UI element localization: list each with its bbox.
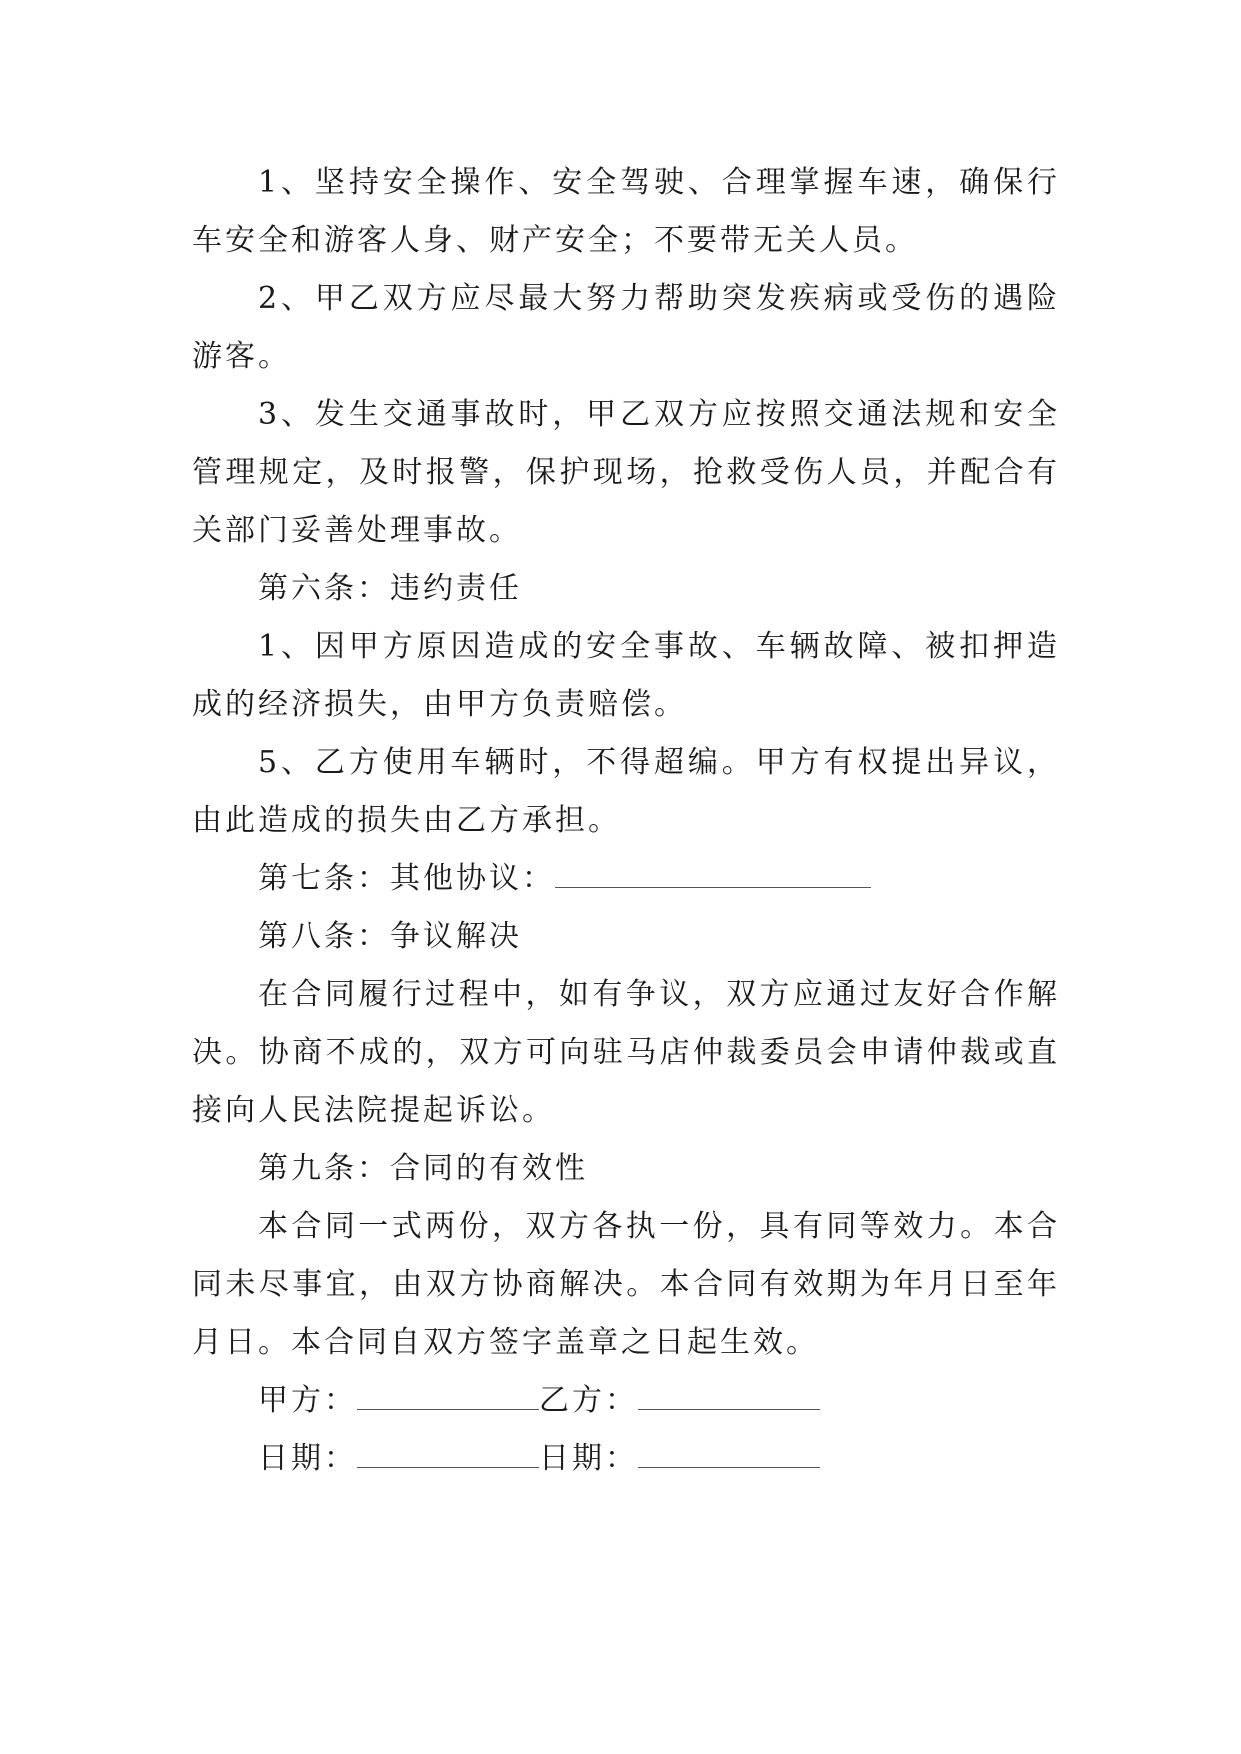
signature-row-parties bbox=[192, 1372, 1060, 1430]
party-a-label: 甲方： bbox=[258, 1383, 357, 1418]
date-a-blank[interactable] bbox=[357, 1445, 539, 1468]
article-8-heading: 第八条：争议解决 bbox=[258, 919, 522, 954]
party-a-signature-blank[interactable] bbox=[357, 1387, 539, 1410]
article-9-heading: 第九条：合同的有效性 bbox=[258, 1151, 588, 1186]
clause-item-3: 3、发生交通事故时，甲乙双方应按照交通法规和安全管理规定，及时报警，保护现场，抢救受伤人员，并配合有关部门妥善处理事故。 bbox=[192, 397, 1060, 548]
validity-text: 本合同一式两份，双方各执一份，具有同等效力。本合同未尽事宜，由双方协商解决。本合同有效期为年月日至年月日。本合同自双方签字盖章之日起生效。 bbox=[192, 1209, 1060, 1360]
clause-item-1: 1、坚持安全操作、安全驾驶、合理掌握车速，确保行车安全和游客人身、财产安全；不要带无关人员。 bbox=[192, 165, 1060, 258]
date-b-blank[interactable] bbox=[638, 1445, 820, 1468]
date-a-label: 日期： bbox=[258, 1441, 357, 1476]
document-body bbox=[192, 154, 1060, 1488]
liability-item-5: 5、乙方使用车辆时，不得超编。甲方有权提出异议，由此造成的损失由乙方承担。 bbox=[192, 745, 1060, 838]
party-b-label: 乙方： bbox=[539, 1383, 638, 1418]
clause-item-2: 2、甲乙双方应尽最大努力帮助突发疾病或受伤的遇险游客。 bbox=[192, 281, 1060, 374]
article-7-label: 第七条：其他协议： bbox=[258, 861, 555, 896]
signature-row-dates bbox=[192, 1430, 1060, 1488]
article-6-heading: 第六条：违约责任 bbox=[258, 571, 522, 606]
party-b-signature-blank[interactable] bbox=[638, 1387, 820, 1410]
date-b-label: 日期： bbox=[539, 1441, 638, 1476]
article-7-heading bbox=[192, 850, 1060, 908]
dispute-resolution-text: 在合同履行过程中，如有争议，双方应通过友好合作解决。协商不成的，双方可向驻马店仲裁委员会申请仲裁或直接向人民法院提起诉讼。 bbox=[192, 977, 1060, 1128]
liability-item-1: 1、因甲方原因造成的安全事故、车辆故障、被扣押造成的经济损失，由甲方负责赔偿。 bbox=[192, 629, 1060, 722]
other-agreement-blank[interactable] bbox=[555, 865, 871, 888]
